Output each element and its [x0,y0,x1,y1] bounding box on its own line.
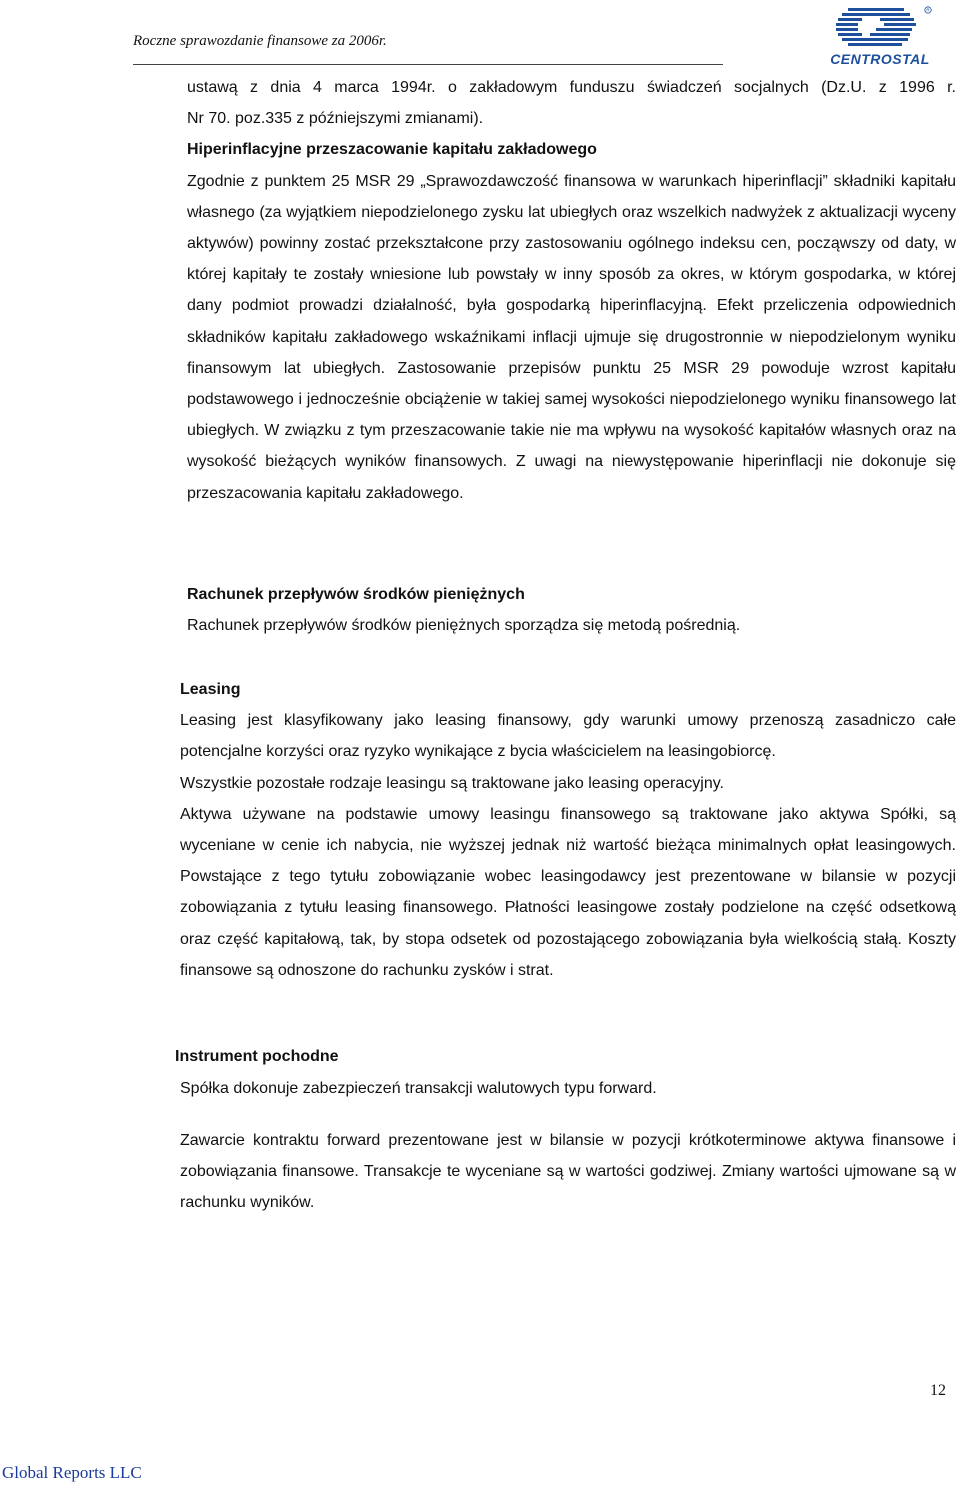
intro-line-1: ustawą z dnia 4 marca 1994r. o zakładowym funduszu świadczeń socjalnych (Dz.U. z 1996 r. [187,79,956,96]
hyperinflation-heading: Hiperinflacyjne przeszacowanie kapitału zakładowego [187,141,597,159]
hyperinflation-body: Zgodnie z punktem 25 MSR 29 „Sprawozdawczość finansowa w warunkach hiperinflacji” składniki kapitału własnego (za wyjątkiem niepodzielonego zysku lat ubiegłych oraz wszelkich nadwyżek z aktualizacji wyceny aktywów) powinny zostać przekształcone przy zastosowaniu ogólnego indeksu cen, począwszy od daty, w której kapitały te zostały wniesione lub powstały w inny sposób za okres, w którym gospodarka, w której dany podmiot prowadzi działalność, była gospodarką hiperinflacyjną. Efekt przeliczenia odpowiednich składników kapitału zakładowego wskaźnikami inflacji ujmuje się drugostronnie w niepodzielonym wyniku finansowym lat ubiegłych. Zastosowanie przepisów punktu 25 MSR 29 powoduje wzrost kapitału podstawowego i jednocześnie obciążenie w takiej samej wysokości niepodzielonego wyniku finansowego lat ubiegłych. W związku z tym przeszacowanie takie nie ma wpływu na wysokość kapitałów własnych oraz na wysokość bieżących wyników finansowych. Z uwagi na niewystępowanie hiperinflacji nie dokonuje się przeszacowania kapitału zakładowego. [187,172,956,502]
leasing-paragraph-2: Wszystkie pozostałe rodzaje leasingu są traktowane jako leasing operacyjny. [180,774,724,792]
leasing-paragraph-1: Leasing jest klasyfikowany jako leasing finansowy, gdy warunki umowy przenoszą zasadniczo całe potencjalne korzyści oraz ryzyko wynikające z bycia właścicielem na leasingobiorcę. [180,712,956,761]
leasing-heading: Leasing [180,681,241,698]
cashflow-section [187,579,956,641]
page-number: 12 [930,1382,946,1399]
document-header-title: Roczne sprawozdanie finansowe za 2006r. [133,33,387,49]
logo-wordmark: CENTROSTAL [830,51,930,67]
centrostal-logo [820,2,940,68]
leasing-paragraph-3: Aktywa używane na podstawie umowy leasingu finansowego są traktowane jako aktywa Spółki, są wyceniane w cenie ich nabycia, nie wyższej jednak niż wartość bieżąca minimalnych opłat leasingowych. Powstające z tego tytułu zobowiązanie wobec leasingodawcy jest prezentowane w bilansie w pozycji zobowiązania z tytułu leasing finansowego. Płatności leasingowe zostały podzielone na część odsetkową oraz część kapitałową, tak, by stopa odsetek od pozostającego zobowiązania była wielkością stałą. Koszty finansowe są odnoszone do rachunku zysków i strat. [180,805,956,979]
cashflow-body: Rachunek przepływów środków pieniężnych sporządza się metodą pośrednią. [187,617,741,635]
hyperinflation-section [187,72,956,509]
footer-publisher: Global Reports LLC [2,1463,142,1482]
derivatives-paragraph-1: Spółka dokonuje zabezpieczeń transakcji walutowych typu forward. [180,1080,657,1097]
svg-text:R: R [926,7,930,13]
derivatives-heading: Instrument pochodne [175,1048,339,1065]
header-rule [133,64,723,65]
cashflow-heading: Rachunek przepływów środków pieniężnych [187,586,525,603]
leasing-section [180,674,956,986]
logo-emblem-icon [820,2,940,52]
derivatives-paragraph-2: Zawarcie kontraktu forward prezentowane jest w bilansie w pozycji krótkoterminowe aktywa finansowe i zobowiązania finansowe. Transakcje te wyceniane są w wartości godziwej. Zmiany wartości ujmowane są w rachunku wyników. [180,1132,956,1212]
intro-line-2: Nr 70. poz.335 z późniejszymi zmianami). [187,110,484,128]
